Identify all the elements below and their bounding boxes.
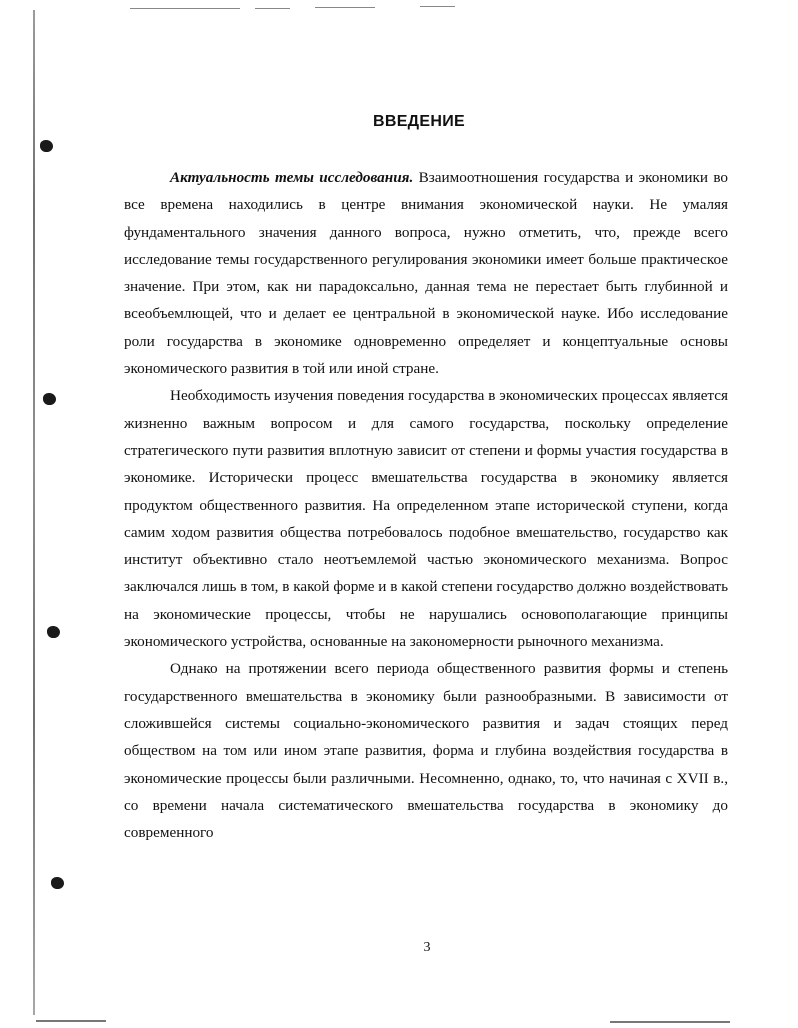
paragraph-text: Необходимость изучения поведения государства в экономических процессах является жизненно важным вопросом и для самого государства, поскольку определение стратегического пути развития вплотную зависит от степени и формы участия государства в экономике. Исторически процесс вмешательства государства в экономику является продуктом общественного развития. На определенном этапе исторической ступени, когда самим ходом развития общества потребовалось подобное вмешательство, государство как институт объективно стало неотъемлемой частью экономического механизма. Вопрос заключался лишь в том, в какой форме и в какой степени государство должно воздействовать на экономические процессы, чтобы не нарушались основополагающие принципы экономического устройства, основанные на закономерности рыночного механизма. [124, 387, 728, 651]
scan-bottom-mark [610, 1021, 730, 1023]
scan-bottom-mark [36, 1020, 106, 1022]
scan-top-mark [420, 6, 455, 7]
paragraph-text: Взаимоотношения государства и экономики во все времена находились в центре внимания экономической науки. Не умаляя фундаментального значения данного вопроса, нужно отметить, что, прежде всего исследование темы государственного регулирования экономики имеет больше практическое значение. При этом, как ни парадоксально, данная тема не перестает быть глубинной и всеобъемлющей, что и делает ее центральной в экономической науке. Ибо исследование роли государства в экономике одновременно определяет и концептуальные основы экономического развития в той или иной стране. [124, 169, 728, 378]
punch-hole-mark [51, 877, 64, 889]
punch-hole-mark [43, 393, 56, 405]
page-title: ВВЕДЕНИЕ [373, 113, 465, 130]
paragraph-text: Однако на протяжении всего периода общественного развития формы и степень государственного вмешательства в экономику были разнообразными. В зависимости от сложившейся системы социально-экономического развития и задач стоящих перед обществом на том или ином этапе развития, форма и глубина воздействия государства в экономические процессы были различными. Несомненно, однако, то, что начиная с XVII в., со времени начала систематического вмешательства государства в экономику до современного [124, 660, 728, 842]
punch-hole-mark [47, 626, 60, 638]
scan-top-mark [255, 8, 290, 9]
scan-edge-shadow [33, 10, 35, 1015]
paragraph [124, 164, 728, 382]
paragraph-lead: Актуальность темы исследования. [170, 169, 414, 186]
page-number: 3 [423, 940, 431, 955]
punch-hole-mark [40, 140, 53, 152]
scan-top-mark [315, 7, 375, 8]
paragraph [124, 655, 728, 846]
paragraph [124, 382, 728, 655]
scan-top-mark [130, 8, 240, 9]
body-text [124, 164, 728, 846]
